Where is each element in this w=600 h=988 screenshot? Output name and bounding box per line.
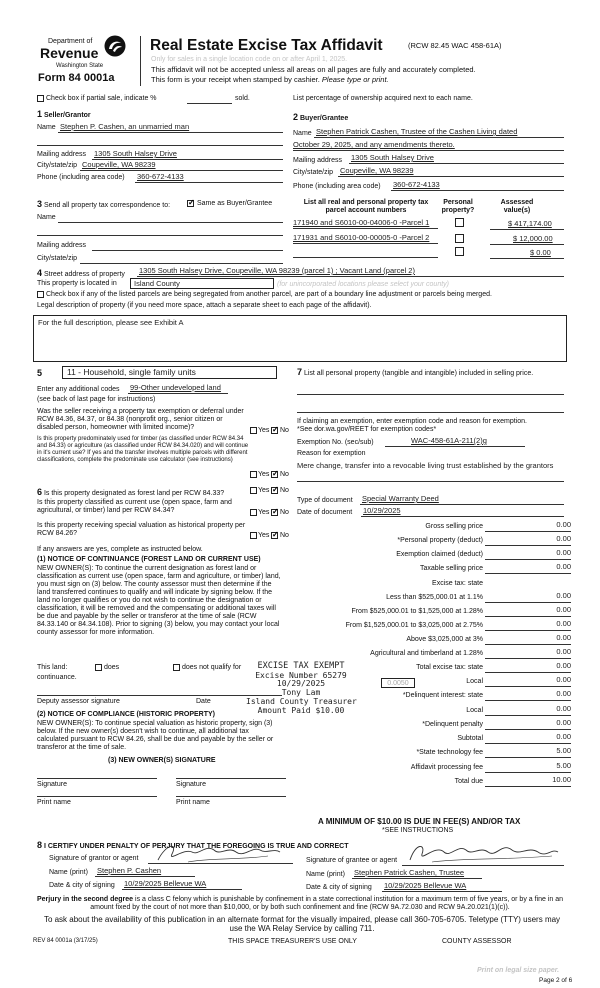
corr-mailing-label: Mailing address (37, 242, 87, 249)
buyer-name-field[interactable]: Stephen Patrick Cashen, Trustee of the Cashen Living dated (316, 127, 518, 136)
historical-question: Is this property receiving special valuation as historical property per RCW 84.26? (37, 522, 246, 538)
forest-yes-label: Yes (258, 487, 270, 494)
assessed-row-2-line (490, 244, 564, 245)
grantor-name-line (95, 876, 195, 877)
exemption-label: If claiming an exemption, enter exemption code and reason for exemption. *See dor.wa.gov/REET for exemption codes* (297, 418, 527, 434)
stamp-line-6: Amount Paid $10.00 (257, 706, 345, 716)
tax-row-value[interactable]: 0.00 (556, 647, 571, 656)
notice2-title: (2) NOTICE OF COMPLIANCE (HISTORIC PROPERTY) (37, 711, 215, 718)
tax-row-value[interactable]: 0.00 (556, 591, 571, 600)
parcel-row-1-line (293, 228, 438, 229)
doc-type-label: Type of document (297, 497, 353, 504)
tax-row-line (485, 630, 571, 631)
segregated-label: Check box if any of the listed parcels are being segregated from another parcel, are part of a boundary line adjustment or parcels being merged. (46, 291, 492, 298)
predominant-no-label: No (280, 471, 289, 478)
same-as-buyer-checkbox[interactable] (187, 200, 194, 207)
notice-2: This form is your receipt when stamped by cashier. Please type or print. (151, 75, 389, 84)
treasurer-use-only: THIS SPACE TREASURER'S USE ONLY (228, 938, 357, 945)
tax-row-label: Above $3,025,000 at 3% (406, 636, 483, 643)
buyer-city-field[interactable]: Coupeville, WA 98239 (340, 166, 414, 175)
assessed-row-2[interactable]: $ 12,000.00 (513, 234, 553, 243)
form-subtitle: Only for sales in a single location code on or after April 1, 2025. (151, 56, 348, 63)
tax-row-line (485, 672, 571, 673)
partial-sale-sold: sold. (235, 95, 250, 102)
buyer-heading: 2 Buyer/Grantee (293, 112, 349, 122)
form-rcw: (RCW 82.45 WAC 458-61A) (408, 41, 502, 50)
tax-row-line (485, 786, 571, 787)
stamp-line-3: 10/29/2025 (276, 679, 326, 689)
doc-date-line (361, 516, 564, 517)
reason-label: Reason for exemption (297, 450, 366, 457)
tax-row-value[interactable]: 0.00 (556, 633, 571, 642)
grantee-signature[interactable] (402, 838, 562, 868)
page-number: Page 2 of 6 (539, 977, 573, 984)
grantee-date-line (382, 891, 502, 892)
forest-no-checkbox[interactable] (271, 487, 278, 494)
county-note: (for unincorporated locations please select your county) (277, 281, 449, 288)
tax-row-label: Affidavit processing fee (410, 764, 483, 771)
grantor-sig-label: Signature of grantor or agent (49, 855, 139, 862)
buyer-mailing-line (349, 163, 564, 164)
additional-codes-field[interactable]: 99-Other undeveloped land (130, 383, 221, 392)
additional-codes-label: Enter any additional codes (37, 386, 120, 393)
legal-label: Legal description of property (if you need more space, attach a separate sheet to each page of the affidavit). (37, 302, 372, 309)
parcel-row-1[interactable]: 171940 and S6010-00-04006-0 -Parcel 1 (293, 218, 430, 227)
partial-sale-checkbox[interactable] (37, 95, 44, 102)
grantor-name-label: Name (print) (49, 869, 88, 876)
grantee-name-line (352, 878, 482, 879)
seller-name-field[interactable]: Stephen P. Cashen, an unmarried man (60, 122, 190, 131)
open-space-yes-checkbox[interactable] (250, 509, 257, 516)
seller-mailing-label: Mailing address (37, 151, 87, 158)
revenue-logo-icon (104, 35, 126, 57)
doc-date-field[interactable]: 10/29/2025 (363, 506, 401, 515)
legal-description-text: For the full description, please see Exhibit A (38, 318, 184, 327)
tax-row-label: Excise tax: state (432, 580, 483, 587)
seller-name-label: Name (37, 124, 56, 131)
grantee-sig-line (402, 865, 564, 866)
buyer-name-label: Name (293, 130, 312, 137)
open-space-question: Is this property classified as current use (open space, farm and agricultural, or timber) land per RCW 84.34? (37, 499, 232, 515)
seller-city-field[interactable]: Coupeville, WA 98239 (82, 160, 156, 169)
located-label: This property is located in (37, 280, 117, 287)
grantor-date-label: Date & city of signing (49, 882, 115, 889)
exempt-yes-label: Yes (258, 427, 270, 434)
seller-city-line (80, 170, 283, 171)
section5-num: 5 (37, 368, 43, 378)
does-not-qualify-checkbox[interactable] (173, 664, 180, 671)
tax-row-value[interactable]: 0.00 (556, 534, 571, 543)
historical-yes-label: Yes (258, 532, 270, 539)
local-rate-box[interactable]: 0.0050 (381, 678, 415, 688)
tax-row-line (485, 545, 571, 546)
seller-phone-line (135, 182, 283, 183)
form-number: Form 84 0001a (38, 72, 115, 84)
segregated-checkbox[interactable] (37, 291, 44, 298)
forest-question: 6 Is this property designated as forest land per RCW 84.33? (37, 487, 225, 497)
dept-line: Department of (48, 38, 93, 45)
tax-row-label: Taxable selling price (419, 565, 483, 572)
does-label: does (104, 664, 120, 671)
grantor-sig-line (148, 863, 293, 864)
corr-name-line-2 (37, 235, 283, 236)
buyer-name-line (314, 137, 564, 138)
tax-row-label: Less than $525,000.01 at 1.1% (386, 594, 483, 601)
tax-row-line (485, 602, 571, 603)
personal-property-line-2[interactable] (297, 412, 564, 413)
grantee-name-field[interactable]: Stephen Patrick Cashen, Trustee (354, 868, 465, 877)
tax-row-label: Gross selling price (425, 523, 483, 530)
historical-yes-checkbox[interactable] (250, 532, 257, 539)
correspondence-heading: 3 Send all property tax correspondence to: (37, 199, 171, 209)
tax-row-label: Subtotal (457, 735, 483, 742)
treasurer-stamp (246, 662, 356, 716)
buyer-phone-line (391, 190, 564, 191)
predominant-no-checkbox[interactable] (271, 471, 278, 478)
tax-row-label: Total due (454, 778, 483, 785)
if-any-yes: If any answers are yes, complete as instructed below. (37, 546, 203, 553)
tax-row-value[interactable]: 0.00 (556, 704, 571, 713)
exempt-yes-checkbox[interactable] (250, 427, 257, 434)
assessed-row-1[interactable]: $ 417,174.00 (508, 219, 552, 228)
same-as-buyer-label: Same as Buyer/Grantee (197, 200, 273, 207)
tax-row-value[interactable]: 5.00 (556, 746, 571, 755)
open-space-no-checkbox[interactable] (271, 509, 278, 516)
stamp-line-2: Excise Number 65279 (255, 670, 347, 680)
grantor-date-field[interactable]: 10/29/2025 Bellevue WA (124, 879, 207, 888)
grantee-sig-label: Signature of grantee or agent (306, 857, 398, 864)
buyer-phone-field[interactable]: 360-672-4133 (393, 180, 440, 189)
corr-name-label: Name (37, 214, 56, 221)
perjury-notice: Perjury in the second degree is a class C felony which is punishable by confinement in a state correctional institution for a maximum term of five years, or by a fine in an amount fixed by the court of not more than $10,000, or by both such confinement and fine (RCW 9A.72.030 and RCW 9A.20.021(1)(c)). (36, 896, 564, 912)
historical-no-label: No (280, 532, 289, 539)
tax-row-value[interactable]: 0.00 (556, 689, 571, 698)
owner-print-label-1: Print name (37, 799, 71, 806)
minimum-due: A MINIMUM OF $10.00 IS DUE IN FEE(S) AND/OR TAX (318, 817, 521, 826)
header-divider (140, 36, 141, 86)
grantee-date-label: Date & city of signing (306, 884, 372, 891)
tax-row-line (485, 658, 571, 659)
form-title: Real Estate Excise Tax Affidavit (150, 37, 383, 54)
personal-col-header: Personal property? (441, 199, 475, 215)
exempt-no-label: No (280, 427, 289, 434)
exemption-no-line (385, 446, 525, 447)
tax-row-label: *Delinquent penalty (422, 721, 483, 728)
stamp-line-4: Tony Lam (281, 688, 321, 698)
does-not-label: does not qualify for (182, 664, 242, 671)
tax-row-line (485, 772, 571, 773)
corr-city-field[interactable] (80, 263, 283, 264)
buyer-mailing-field[interactable]: 1305 South Halsey Drive (351, 153, 434, 162)
open-space-yes-label: Yes (258, 509, 270, 516)
personal-property-checkbox-2[interactable] (455, 234, 464, 243)
tax-row-value[interactable]: 0.00 (556, 548, 571, 557)
notice3-title: (3) NEW OWNER(S) SIGNATURE (108, 757, 216, 764)
seller-city-label: City/state/zip (37, 162, 78, 169)
owner-sig-line-1[interactable] (37, 778, 157, 779)
parcel-row-3[interactable] (293, 257, 438, 258)
tax-row-label: *Personal property (deduct) (397, 537, 483, 544)
exemption-no-label: Exemption No. (sec/sub) (297, 439, 374, 446)
tax-row-value[interactable]: 10.00 (552, 775, 571, 784)
exempt-question: Was the seller receiving a property tax exemption or deferral under RCW 84.36, 84.37, or 84.38 (nonprofit org., senior citizen or disabled person, homeowner with limited income)? (37, 408, 244, 432)
personal-property-checkbox-3[interactable] (455, 247, 464, 256)
exempt-no-checkbox[interactable] (271, 427, 278, 434)
forest-yes-checkbox[interactable] (250, 487, 257, 494)
tax-row-label: Total excise tax: state (416, 664, 483, 671)
agency-name: Revenue (40, 45, 99, 61)
tax-row-line (485, 531, 571, 532)
see-back: (see back of last page for instructions) (37, 396, 156, 403)
state-name: Washington State (56, 63, 104, 69)
deputy-date-label: Date (196, 698, 211, 705)
seller-heading: 1 Seller/Grantor (37, 109, 91, 119)
corr-name-field[interactable] (58, 222, 283, 223)
tax-row-line (485, 616, 571, 617)
notice1-body: NEW OWNER(S): To continue the current designation as forest land or classification as current use (open space, farm and agriculture, or timber) land, you must sign on (3) below. The county assessor must then determine if the land transferred continues to qualify and will indicate by signing below. If the land no longer qualifies or you do not wish to continue the designation or classification, it will be removed and the compensating or additional taxes will be due and payable by the seller or transferor at the time of sale (RCW 84.33.140 or 84.34.108). Prior to signing (3) below, you may contact your local county assessor for more information. (37, 565, 281, 637)
tax-row-value[interactable]: 0.00 (556, 605, 571, 614)
seller-phone-field[interactable]: 360-672-4133 (137, 172, 184, 181)
county-select[interactable]: Island County (130, 278, 274, 289)
seller-name-line (58, 132, 283, 133)
predominant-yes-label: Yes (258, 471, 270, 478)
tax-row-line (485, 559, 571, 560)
reason-line (297, 481, 564, 482)
tax-row-value[interactable]: 0.00 (556, 520, 571, 529)
tax-row-line (485, 644, 571, 645)
seller-name-line-2 (37, 145, 283, 146)
tax-row-line (485, 743, 571, 744)
buyer-name-field-2[interactable]: October 29, 2025, and any amendments thereto. (293, 140, 455, 149)
owner-sig-label-2: Signature (176, 781, 206, 788)
tax-row-label: *State technology fee (416, 749, 483, 756)
use-code-select[interactable]: 11 - Household, single family units (62, 366, 277, 379)
continuance-label: continuance. (37, 674, 77, 681)
grantee-date-field[interactable]: 10/29/2025 Bellevue WA (384, 881, 467, 890)
street-field[interactable]: 1305 South Halsey Drive, Coupeville, WA 98239 (parcel 1) ; Vacant Land (parcel 2) (139, 266, 415, 275)
assessed-row-3[interactable]: $ 0.00 (530, 248, 551, 257)
does-qualify-checkbox[interactable] (95, 664, 102, 671)
ownership-note: List percentage of ownership acquired next to each name. (293, 95, 473, 102)
seller-phone-label: Phone (including area code) (37, 174, 125, 181)
partial-sale-label: Check box if partial sale, indicate % (46, 95, 157, 102)
personal-property-checkbox-1[interactable] (455, 218, 464, 227)
corr-city-label: City/state/zip (37, 255, 78, 262)
parcel-row-2-line (293, 243, 438, 244)
notice2-body: NEW OWNER(S): To continue special valuation as historic property, sign (3) below. If the new owner(s) doesn't wish to continue, all additional tax calculated pursuant to RCW 84.26, shall be due and payable by the seller or transferor at the time of sale. (37, 720, 274, 752)
tax-row-line (485, 686, 571, 687)
predominant-yes-checkbox[interactable] (250, 471, 257, 478)
owner-print-line-1[interactable] (37, 796, 157, 797)
tax-row-value[interactable]: 0.00 (556, 718, 571, 727)
legal-description-box[interactable] (33, 315, 567, 362)
doc-type-line (360, 504, 564, 505)
deputy-sig-label: Deputy assessor signature (37, 698, 120, 705)
tax-row-label: From $525,000.01 to $1,525,000 at 1.28% (351, 608, 483, 615)
tax-row-value[interactable]: 5.00 (556, 761, 571, 770)
parcel-col-header: List all real and personal property tax parcel account numbers (303, 199, 429, 215)
see-instructions: *SEE INSTRUCTIONS (382, 827, 454, 834)
open-space-no-label: No (280, 509, 289, 516)
street-line (137, 276, 564, 277)
grantor-date-line (122, 889, 242, 890)
tax-row-value[interactable]: 0.00 (556, 732, 571, 741)
personal-property-line-1[interactable] (297, 394, 564, 395)
tax-row-label: *Delinquent interest: state (402, 692, 483, 699)
grantee-name-label: Name (print) (306, 871, 345, 878)
forest-no-label: No (280, 487, 289, 494)
owner-print-label-2: Print name (176, 799, 210, 806)
reason-field[interactable]: Mere change, transfer into a revocable living trust established by the grantors (297, 461, 554, 470)
notice-1: This affidavit will not be accepted unless all areas on all pages are fully and accurately completed. (151, 65, 476, 74)
partial-sale-field[interactable] (187, 103, 232, 104)
assessed-row-1-line (490, 229, 564, 230)
assessed-col-header: Assessed value(s) (500, 199, 534, 215)
tax-row-value[interactable]: 0.00 (556, 675, 571, 684)
tax-row-label: Local (466, 678, 483, 685)
legal-size-note: Print on legal size paper. (477, 967, 560, 974)
county-assessor: COUNTY ASSESSOR (442, 938, 512, 945)
street-label: 4 Street address of property (37, 268, 125, 278)
tax-row-line (485, 715, 571, 716)
tax-row-label: From $1,525,000.01 to $3,025,000 at 2.75% (345, 622, 483, 629)
grantor-name-field[interactable]: Stephen P. Cashen (97, 866, 162, 875)
notice1-title: (1) NOTICE OF CONTINUANCE (FOREST LAND OR CURRENT USE) (37, 556, 261, 563)
alt-format-notice: To ask about the availability of this publication in an alternate format for the visually impaired, please call 360-705-6705. Teletype (TTY) users may use the WA Relay Service by calling 711. (43, 915, 561, 934)
tax-row-line (485, 573, 571, 574)
assessed-row-3-line (490, 258, 564, 259)
additional-codes-line (128, 393, 228, 394)
owner-print-line-2[interactable] (176, 796, 286, 797)
tax-row-label: Agricultural and timberland at 1.28% (370, 650, 483, 657)
buyer-city-line (338, 176, 564, 177)
seller-mailing-field[interactable]: 1305 South Halsey Drive (94, 149, 177, 158)
tax-row-label: Exemption claimed (deduct) (396, 551, 483, 558)
personal-property-label: 7 List all personal property (tangible and intangible) included in selling price. (297, 367, 534, 377)
exemption-no-field[interactable]: WAC-458-61A-211(2)g (411, 436, 487, 445)
buyer-mailing-label: Mailing address (293, 157, 343, 164)
owner-sig-label-1: Signature (37, 781, 67, 788)
stamp-line-1: EXCISE TAX EXEMPT (257, 661, 345, 671)
corr-mailing-field[interactable] (92, 250, 283, 251)
parcel-row-2[interactable]: 171931 and S6010-00-00005-0 -Parcel 2 (293, 233, 430, 242)
tax-row-line (485, 757, 571, 758)
this-land-label: This land: (37, 664, 68, 671)
buyer-city-label: City/state/zip (293, 169, 334, 176)
historical-no-checkbox[interactable] (271, 532, 278, 539)
doc-date-label: Date of document (297, 509, 353, 516)
tax-row-label: Local (466, 707, 483, 714)
tax-row-line (485, 700, 571, 701)
doc-type-field[interactable]: Special Warranty Deed (362, 494, 439, 503)
tax-row-value[interactable]: 0.00 (556, 562, 571, 571)
predominant-question: Is this property predominately used for timber (as classified under RCW 84.34 and 84.33) or agriculture (as classified under RCW 84.34.020) and will continue in it's current use? If yes and the transfer involves multiple parcels with different classifications, complete the predominate use calculator (see instructions) (37, 436, 249, 463)
tax-row-value[interactable]: 0.00 (556, 661, 571, 670)
buyer-phone-label: Phone (including area code) (293, 183, 381, 190)
owner-sig-line-2[interactable] (176, 778, 286, 779)
revision-number: REV 84 0001a (3/17/25) (33, 938, 98, 944)
stamp-line-5: Island County Treasurer (246, 697, 357, 707)
tax-row-line (485, 729, 571, 730)
tax-row-value[interactable]: 0.00 (556, 619, 571, 628)
certify-statement: 8 I CERTIFY UNDER PENALTY OF PERJURY THAT THE FOREGOING IS TRUE AND CORRECT (37, 840, 349, 850)
buyer-name-line-2 (293, 150, 564, 151)
